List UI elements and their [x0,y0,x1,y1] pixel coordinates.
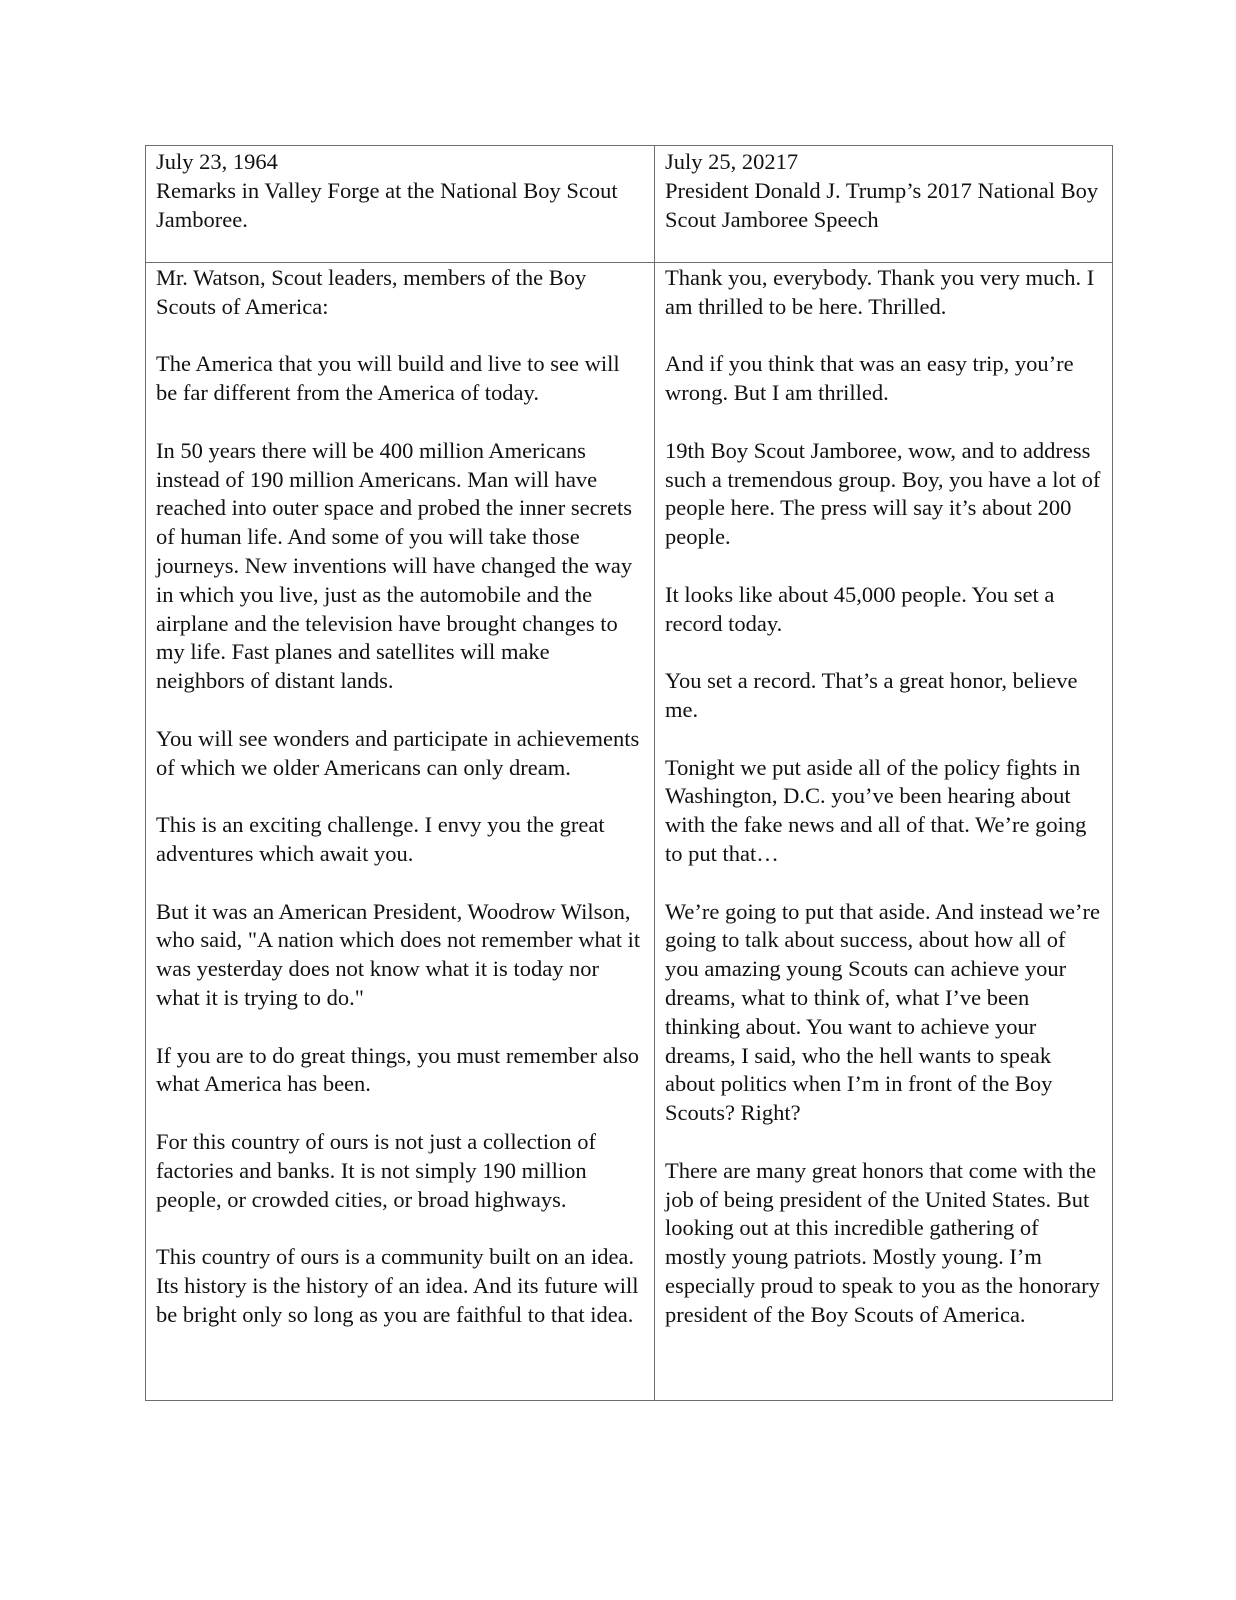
left-paragraph: For this country of ours is not just a collection of factories and banks. It is not simply 190 million people, or crowded cities, or broad highways. [156,1128,596,1212]
left-speech-cell [146,263,655,1401]
left-header-cell [146,146,655,263]
left-paragraph: Mr. Watson, Scout leaders, members of the Boy Scouts of America: [156,265,587,319]
left-header-title: Remarks in Valley Forge at the National Boy Scout Jamboree. [156,177,618,232]
header-row [146,146,1113,263]
left-paragraph: This is an exciting challenge. I envy you the great adventures which await you. [156,812,605,866]
right-header-cell [655,146,1113,263]
right-speech-cell [655,263,1113,1401]
speech-comparison-table [145,145,1113,1401]
right-paragraph: Tonight we put aside all of the policy fights in Washington, D.C. you’ve been hearing about with the fake news and all of that. We’re going to put that… [665,754,1087,866]
right-paragraph: There are many great honors that come with the job of being president of the United States. But looking out at this incredible gathering of mostly young patriots. Mostly young. I’m especially proud to speak to you as the honorary president of the Boy Scouts of America. [665,1157,1100,1327]
right-header-date: July 25, 20217 [665,149,799,174]
left-paragraph: The America that you will build and live to see will be far different from the America of today. [156,351,620,406]
right-paragraph: It looks like about 45,000 people. You set a record today. [665,581,1055,636]
right-paragraph: You set a record. That’s a great honor, believe me. [665,668,1078,722]
right-paragraph: And if you think that was an easy trip, you’re wrong. But I am thrilled. [665,351,1074,406]
left-paragraph: This country of ours is a community built on an idea. Its history is the history of an idea. And its future will be bright only so long as you are faithful to that idea. [156,1244,639,1327]
left-paragraph: But it was an American President, Woodrow Wilson, who said, "A nation which does not remember what it was yesterday does not know what it is today nor what it is trying to do." [156,898,641,1010]
right-paragraph: We’re going to put that aside. And instead we’re going to talk about success, about how all of you amazing young Scouts can achieve your dreams, what to think of, what I’ve been thinking about. You want to achieve your dreams, I said, who the hell wants to speak about politics when I’m in front of the Boy Scouts? Right? [665,898,1100,1126]
right-paragraph: 19th Boy Scout Jamboree, wow, and to address such a tremendous group. Boy, you have a lot of people here. The press will say it’s about 200 people. [665,437,1101,550]
left-header-date: July 23, 1964 [156,149,278,174]
right-header-title: President Donald J. Trump’s 2017 National Boy Scout Jamboree Speech [665,177,1099,232]
left-paragraph: If you are to do great things, you must remember also what America has been. [156,1042,640,1097]
right-paragraph: Thank you, everybody. Thank you very much. I am thrilled to be here. Thrilled. [665,265,1095,319]
body-row [146,263,1113,1401]
left-paragraph: You will see wonders and participate in achievements of which we older Americans can only dream. [156,725,640,780]
left-paragraph: In 50 years there will be 400 million Americans instead of 190 million Americans. Man will have reached into outer space and probed the inner secrets of human life. And some of you will take those journeys. New inventions will have changed the way in which you live, just as the automobile and the airplane and the television have brought changes to my life. Fast planes and satellites will make neighbors of distant lands. [156,437,633,694]
